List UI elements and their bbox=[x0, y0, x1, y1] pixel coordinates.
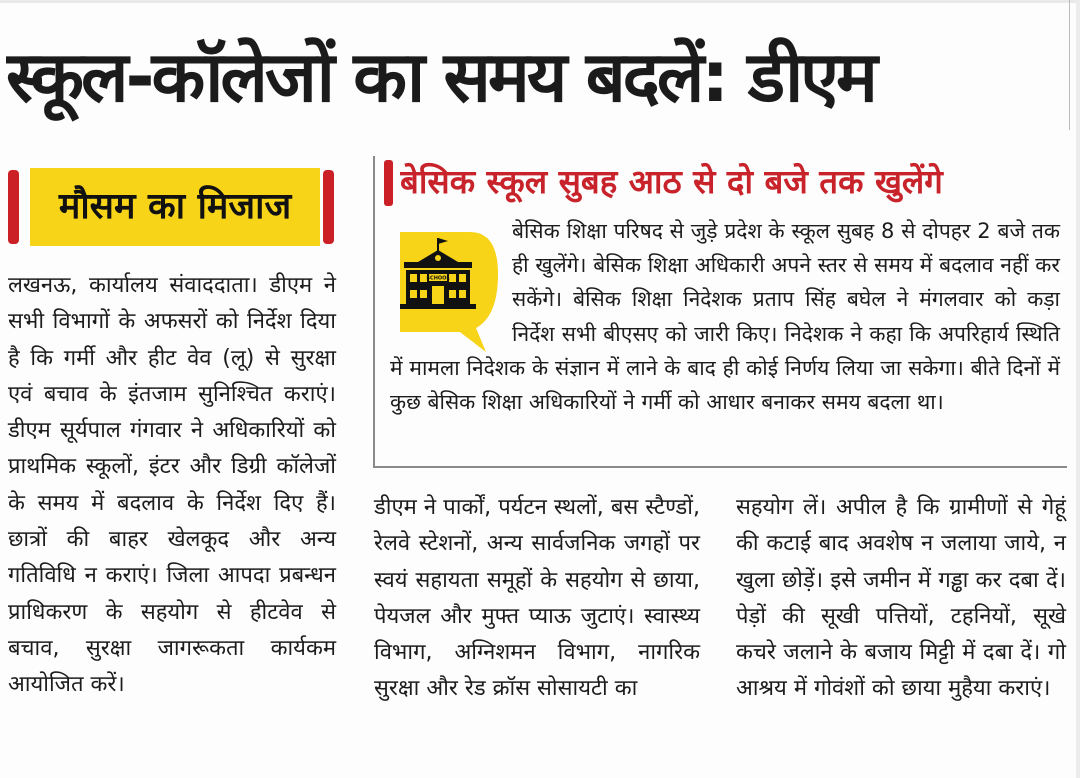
tag-bar-right bbox=[323, 170, 334, 244]
crop-edge-right bbox=[1076, 0, 1080, 778]
sidebar-rule-left bbox=[373, 156, 375, 468]
right-column-text: सहयोग लें। अपील है कि ग्रामीणों से गेहूं की कटाई बाद अवशेष न जलाया जाये, न खुला छोड़ें। इसे जमीन में गड्ढा कर दबा दें। पेड़ों की सूखी पत्तियों, टहनियों, सूखे कचरे जलाने के बजाय मिट्टी में दबा दें। गो आश्रय में गोवंशों को छाया मुहैया कराएं। bbox=[736, 495, 1066, 702]
middle-column-text: डीएम ने पार्कों, पर्यटन स्थलों, बस स्टैण्डों, रेलवे स्टेशनों, अन्य सार्वजनिक जगहों पर स्वयं सहायता समूहों के सहयोग से छाया, पेयजल और मुफ्त प्याऊ जुटाएं। स्वास्थ्य विभाग, अग्निशमन विभाग, नागरिक सुरक्षा और रेड क्रॉस सोसायटी का bbox=[374, 495, 700, 702]
tag-bar-left bbox=[8, 170, 19, 244]
sidebar-rule-bottom bbox=[373, 466, 1067, 468]
sidebar-body: बेसिक शिक्षा परिषद से जुड़े प्रदेश के स्कूल सुबह 8 से दोपहर 2 बजे तक ही खुलेंगे। बेसिक शिक्षा अधिकारी अपने स्तर से समय में बदलाव नहीं कर सकेंगे। बेसिक शिक्षा निदेशक प्रताप सिंह बघेल ने मंगलवार को कड़ा निर्देश सभी बीएसए को जारी किए। निदेशक ने कहा कि अपरिहार्य स्थिति में मामला निदेशक के संज्ञान में लाने के बाद ही कोई निर्णय लिया जा सकेगा। बीते दिनों में कुछ बेसिक शिक्षा अधिकारियों ने गर्मी को आधार बनाकर समय बदला था। bbox=[390, 219, 1060, 415]
school-sign-text: SCHOOL bbox=[426, 275, 450, 282]
article-headline: स्कूल-कॉलेजों का समय बदलें: डीएम bbox=[6, 36, 875, 118]
sidebar-text-block bbox=[390, 214, 1060, 419]
section-tag-label: मौसम का मिजाज bbox=[30, 168, 320, 246]
section-tag bbox=[8, 168, 336, 246]
left-column-text: लखनऊ, कार्यालय संवाददाता। डीएम ने सभी विभागों के अफसरों को निर्देश दिया है कि गर्मी और हीट वेव (लू) से सुरक्षा एवं बचाव के इंतजाम सुनिश्चित कराएं। डीएम सूर्यपाल गंगवार ने अधिकारियों को प्राथमिक स्कूलों, इंटर और डिग्री कॉलेजों के समय में बदलाव के निर्देश दिए हैं। छात्रों की बाहर खेलकूद और अन्य गतिविधि न कराएं। जिला आपदा प्रबन्धन प्राधिकरण के सहयोग से हीटवेव से बचाव, सुरक्षा जागरूकता कार्यकम आयोजित करें। bbox=[8, 273, 336, 698]
icon-spacer bbox=[390, 214, 512, 350]
subhead-accent bbox=[384, 160, 393, 206]
crop-edge-top bbox=[0, 0, 1080, 3]
sidebar-subheadline: बेसिक स्कूल सुबह आठ से दो बजे तक खुलेंगे bbox=[400, 162, 943, 201]
